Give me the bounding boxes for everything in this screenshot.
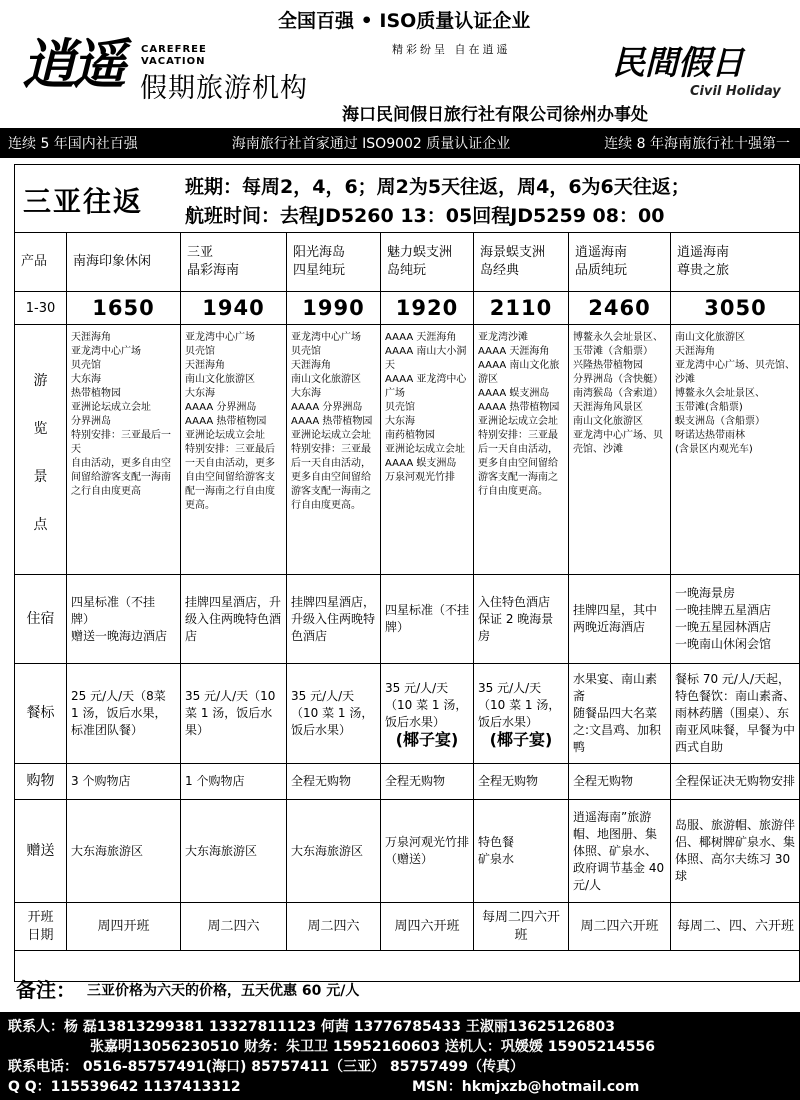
meal-text: 25 元/人/天（8菜 1 汤，饭后水果，标准团队餐）: [71, 689, 167, 737]
spots-text: 博鳌永久会址景区、玉带滩（含船票） 兴隆热带植物园 分界洲岛（含快艇） 南湾猴岛（含索道） 天涯海角风景区 南山文化旅游区 亚龙湾中心广场、贝壳馆、沙滩: [573, 332, 663, 455]
shopping-text: 全程无购物: [291, 774, 352, 788]
label-gift: 赠送: [15, 800, 67, 903]
hotel-text: 挂牌四星酒店，升级入住两晚特色酒店: [291, 594, 376, 643]
row-shopping: [15, 764, 800, 800]
hotel-cell-6: [569, 575, 671, 664]
name-text: 逍遥海南 品质纯玩: [575, 245, 628, 278]
meal-text: 餐标 70 元/人/天起，特色餐饮：南山素斋、雨林药膳（围桌）、东南亚风味餐，早餐为中西式自助: [675, 672, 796, 754]
price-text: 2460: [588, 295, 651, 320]
note-text: 三亚价格为六天的价格，五天优惠 60 元/人: [87, 983, 360, 999]
gift-cell-1: [67, 800, 181, 903]
departure-cell-1: [67, 903, 181, 951]
name-text: 南海印象休闲: [73, 254, 152, 269]
gift-text: 万泉河观光竹排（赠送）: [385, 835, 470, 866]
price-cell-5: [474, 292, 569, 325]
label-price: 1-30: [15, 292, 67, 325]
contact-msn: MSN：hkmjxzb@hotmail.com: [412, 1079, 640, 1095]
row-meal: [15, 664, 800, 764]
shopping-cell-6: [569, 764, 671, 800]
name-cell-3: [287, 233, 381, 292]
banner-right: 连续 8 年海南旅行社十强第一: [604, 136, 790, 152]
spots-cell-7: [671, 325, 800, 575]
row-product: [15, 233, 800, 292]
contact-line-1: 联系人：杨 磊13813299381 13327811123 何茜 13776785433 王淑丽13625126803: [8, 1019, 615, 1035]
shopping-cell-2: [181, 764, 287, 800]
meal-cell-4: [381, 664, 474, 764]
name-cell-7: [671, 233, 800, 292]
price-cell-4: [381, 292, 474, 325]
spots-text: 亚龙湾沙滩 AAAA 天涯海角 AAAA 南山文化旅游区 AAAA 蜈支洲岛 AAAA 热带植物园 亚洲论坛成立会址 特别安排：三亚最后一天自由活动，更多自由空间留给游客支配一海南之行自由度更高。: [478, 332, 560, 497]
departure-cell-4: [381, 903, 474, 951]
contact-line-2: 张嘉明13056230510 财务：朱卫卫 15952160603 送机人：巩媛媛 15905214556: [90, 1039, 655, 1055]
meal-text: 35 元/人/天（10 菜 1 汤，饭后水果）: [185, 689, 276, 737]
meal-text: 35 元/人/天（10 菜 1 汤，饭后水果）: [291, 689, 374, 737]
gift-text: 特色餐 矿泉水: [478, 835, 515, 866]
product-table: [14, 232, 800, 951]
name-text: 海景蜈支洲 岛经典: [480, 245, 546, 278]
name-text: 三亚 晶彩海南: [187, 245, 240, 278]
hotel-cell-5: [474, 575, 569, 664]
price-text: 1940: [202, 295, 265, 320]
shopping-cell-3: [287, 764, 381, 800]
departure-text: 周四六开班: [394, 918, 460, 934]
spots-text: 亚龙湾中心广场 贝壳馆 天涯海角 南山文化旅游区 大东海 AAAA 分界洲岛 AAAA 热带植物园 亚洲论坛成立会址 特别安排：三亚最后一天自由活动，更多自由空间留给游客支配一海南之行自由度更高。: [291, 332, 373, 511]
label-spots: 游 览 景 点: [15, 325, 67, 575]
shopping-text: 全程无购物: [385, 774, 446, 788]
spots-cell-5: [474, 325, 569, 575]
name-cell-6: [569, 233, 671, 292]
contact-qq: Q Q：115539642 1137413312: [8, 1079, 241, 1095]
hotel-cell-4: [381, 575, 474, 664]
departure-cell-2: [181, 903, 287, 951]
gift-text: 大东海旅游区: [71, 843, 144, 858]
price-text: 3050: [704, 295, 767, 320]
shopping-cell-1: [67, 764, 181, 800]
shopping-cell-5: [474, 764, 569, 800]
shopping-text: 全程无购物: [573, 774, 634, 788]
gift-text: 岛服、旅游帽、旅游伴侣、椰树牌矿泉水、集体照、高尔夫练习 30 球: [675, 818, 796, 883]
hotel-text: 挂牌四星，其中两晚近海酒店: [573, 603, 658, 634]
meal-text: 35 元/人/天（10 菜 1 汤，饭后水果）: [478, 680, 561, 729]
departure-text: 每周二、四、六开班: [676, 918, 794, 934]
shopping-cell-4: [381, 764, 474, 800]
schedule-line-2: 航班时间：去程JD5260 13：05回程JD5259 08：00: [185, 205, 665, 227]
spots-cell-1: [67, 325, 181, 575]
meal-cell-3: [287, 664, 381, 764]
gift-cell-5: [474, 800, 569, 903]
spots-cell-2: [181, 325, 287, 575]
label-shopping: 购物: [15, 764, 67, 800]
shopping-cell-7: [671, 764, 800, 800]
row-gift: [15, 800, 800, 903]
spots-cell-3: [287, 325, 381, 575]
price-cell-2: [181, 292, 287, 325]
gift-cell-4: [381, 800, 474, 903]
gift-text: 大东海旅游区: [291, 843, 364, 858]
gift-cell-3: [287, 800, 381, 903]
gift-cell-6: [569, 800, 671, 903]
banner-center: 海南旅行社首家通过 ISO9002 质量认证企业: [231, 136, 511, 152]
departure-cell-5: [474, 903, 569, 951]
gift-cell-7: [671, 800, 800, 903]
name-text: 魅力蜈支洲 岛纯玩: [387, 245, 453, 278]
meal-cell-6: [569, 664, 671, 764]
price-cell-6: [569, 292, 671, 325]
motto: 精彩纷呈 自在逍遥: [392, 43, 511, 56]
label-meal: 餐标: [15, 664, 67, 764]
slogan: 全国百强 • ISO质量认证企业: [278, 10, 531, 32]
meal-cell-1: [67, 664, 181, 764]
name-cell-4: [381, 233, 474, 292]
brand-logo: 民間假日: [612, 43, 744, 82]
logo-en-1: CAREFREE: [141, 44, 207, 55]
departure-cell-3: [287, 903, 381, 951]
price-text: 1920: [395, 295, 459, 320]
name-cell-2: [181, 233, 287, 292]
price-cell-3: [287, 292, 381, 325]
departure-text: 周二四六: [307, 918, 360, 934]
row-spots: [15, 325, 800, 575]
honor-banner: [0, 128, 800, 158]
contact-footer: [0, 1012, 800, 1100]
departure-text: 周二四六开班: [580, 918, 659, 934]
meal-cell-2: [181, 664, 287, 764]
schedule: [185, 173, 690, 231]
spots-text: 南山文化旅游区 天涯海角 亚龙湾中心广场、贝壳馆、沙滩 博鳌永久会址景区、 玉带滩(含船票) 蜈支洲岛（含船票） 呀诺达热带雨林 (含景区内观光车): [675, 332, 795, 455]
logo-chars: 逍遥: [22, 32, 122, 96]
hotel-cell-2: [181, 575, 287, 664]
hotel-text: 入住特色酒店 保证 2 晚海景房: [478, 594, 554, 643]
price-cell-7: [671, 292, 800, 325]
row-hotel: [15, 575, 800, 664]
spots-text: AAAA 天涯海角 AAAA 南山大小洞天 AAAA 亚龙湾中心广场 贝壳馆 大东海 南药植物园 亚洲论坛成立会址 AAAA 蜈支洲岛 万泉河观光竹排: [385, 332, 467, 483]
price-text: 1650: [92, 295, 155, 320]
label-departure: 开班 日期: [15, 903, 67, 951]
shopping-text: 全程保证决无购物安排: [675, 774, 796, 788]
shopping-text: 全程无购物: [478, 774, 539, 788]
meal-cell-7: [671, 664, 800, 764]
row-price: [15, 292, 800, 325]
gift-cell-2: [181, 800, 287, 903]
hotel-text: 四星标准（不挂牌） 赠送一晚海边酒店: [71, 594, 168, 643]
logo-en-2: VACATION: [141, 56, 206, 67]
schedule-line-1: 班期：每周2，4，6；周2为5天往返，周4，6为6天往返；: [185, 176, 690, 198]
departure-text: 每周二四六开班: [481, 909, 560, 943]
brand-en: Civil Holiday: [690, 84, 781, 99]
meal-extra-4: (椰子宴): [395, 729, 459, 749]
hotel-text: 一晚海景房 一晚挂牌五星酒店 一晚五星园林酒店 一晚南山休闲会馆: [675, 586, 772, 651]
header: [0, 0, 800, 125]
banner-left: 连续 5 年国内社百强: [8, 136, 138, 152]
price-cell-1: [67, 292, 181, 325]
price-text: 2110: [489, 295, 553, 320]
agency-name: 假期旅游机构: [140, 73, 308, 104]
route-title: 三亚往返: [23, 185, 144, 218]
meal-extra-5: (椰子宴): [489, 729, 553, 749]
departure-text: 周二四六: [207, 918, 260, 934]
label-product: 产品: [15, 233, 67, 292]
meal-cell-5: [474, 664, 569, 764]
shopping-text: 1 个购物店: [185, 774, 245, 788]
departure-cell-6: [569, 903, 671, 951]
row-departure: [15, 903, 800, 951]
name-cell-5: [474, 233, 569, 292]
shopping-text: 3 个购物店: [71, 774, 131, 788]
gift-text: 大东海旅游区: [185, 843, 258, 858]
hotel-text: 挂牌四星酒店，升级入住两晚特色酒店: [185, 594, 282, 643]
note-label: 备注：: [16, 978, 76, 1002]
meal-text: 35 元/人/天（10 菜 1 汤，饭后水果）: [385, 680, 468, 729]
name-cell-1: [67, 233, 181, 292]
hotel-cell-1: [67, 575, 181, 664]
hotel-cell-7: [671, 575, 800, 664]
gift-text: 逍遥海南”旅游帽、地图册、集体照、矿泉水、政府调节基金 40 元/人: [573, 809, 665, 892]
name-text: 阳光海岛 四星纯玩: [293, 245, 346, 278]
meal-text: 水果宴、南山素斋 随餐品四大名菜之:文昌鸡、加积鸭: [573, 672, 662, 754]
contact-line-3: 联系电话： 0516-85757491(海口) 85757411（三亚） 85757499（传真）: [8, 1059, 524, 1075]
spots-cell-4: [381, 325, 474, 575]
departure-text: 周四开班: [97, 918, 150, 934]
label-hotel: 住宿: [15, 575, 67, 664]
hotel-cell-3: [287, 575, 381, 664]
spots-text: 亚龙湾中心广场 贝壳馆 天涯海角 南山文化旅游区 大东海 AAAA 分界洲岛 AAAA 热带植物园 亚洲论坛成立会址 特别安排：三亚最后一天自由活动，更多自由空间留给游客支配一海南之行自由度更高。: [185, 332, 275, 511]
departure-cell-7: [671, 903, 800, 951]
spots-text: 天涯海角 亚龙湾中心广场 贝壳馆 大东海 热带植物园 亚洲论坛成立会址 分界洲岛 特别安排：三亚最后一天 自由活动，更多自由空间留给游客支配一海南之行自由度更高: [71, 332, 171, 497]
hotel-text: 四星标准（不挂牌）: [385, 603, 470, 634]
price-text: 1990: [302, 295, 365, 320]
branch-name: 海口民间假日旅行社有限公司徐州办事处: [342, 105, 648, 125]
name-text: 逍遥海南 尊贵之旅: [677, 245, 730, 278]
spots-cell-6: [569, 325, 671, 575]
